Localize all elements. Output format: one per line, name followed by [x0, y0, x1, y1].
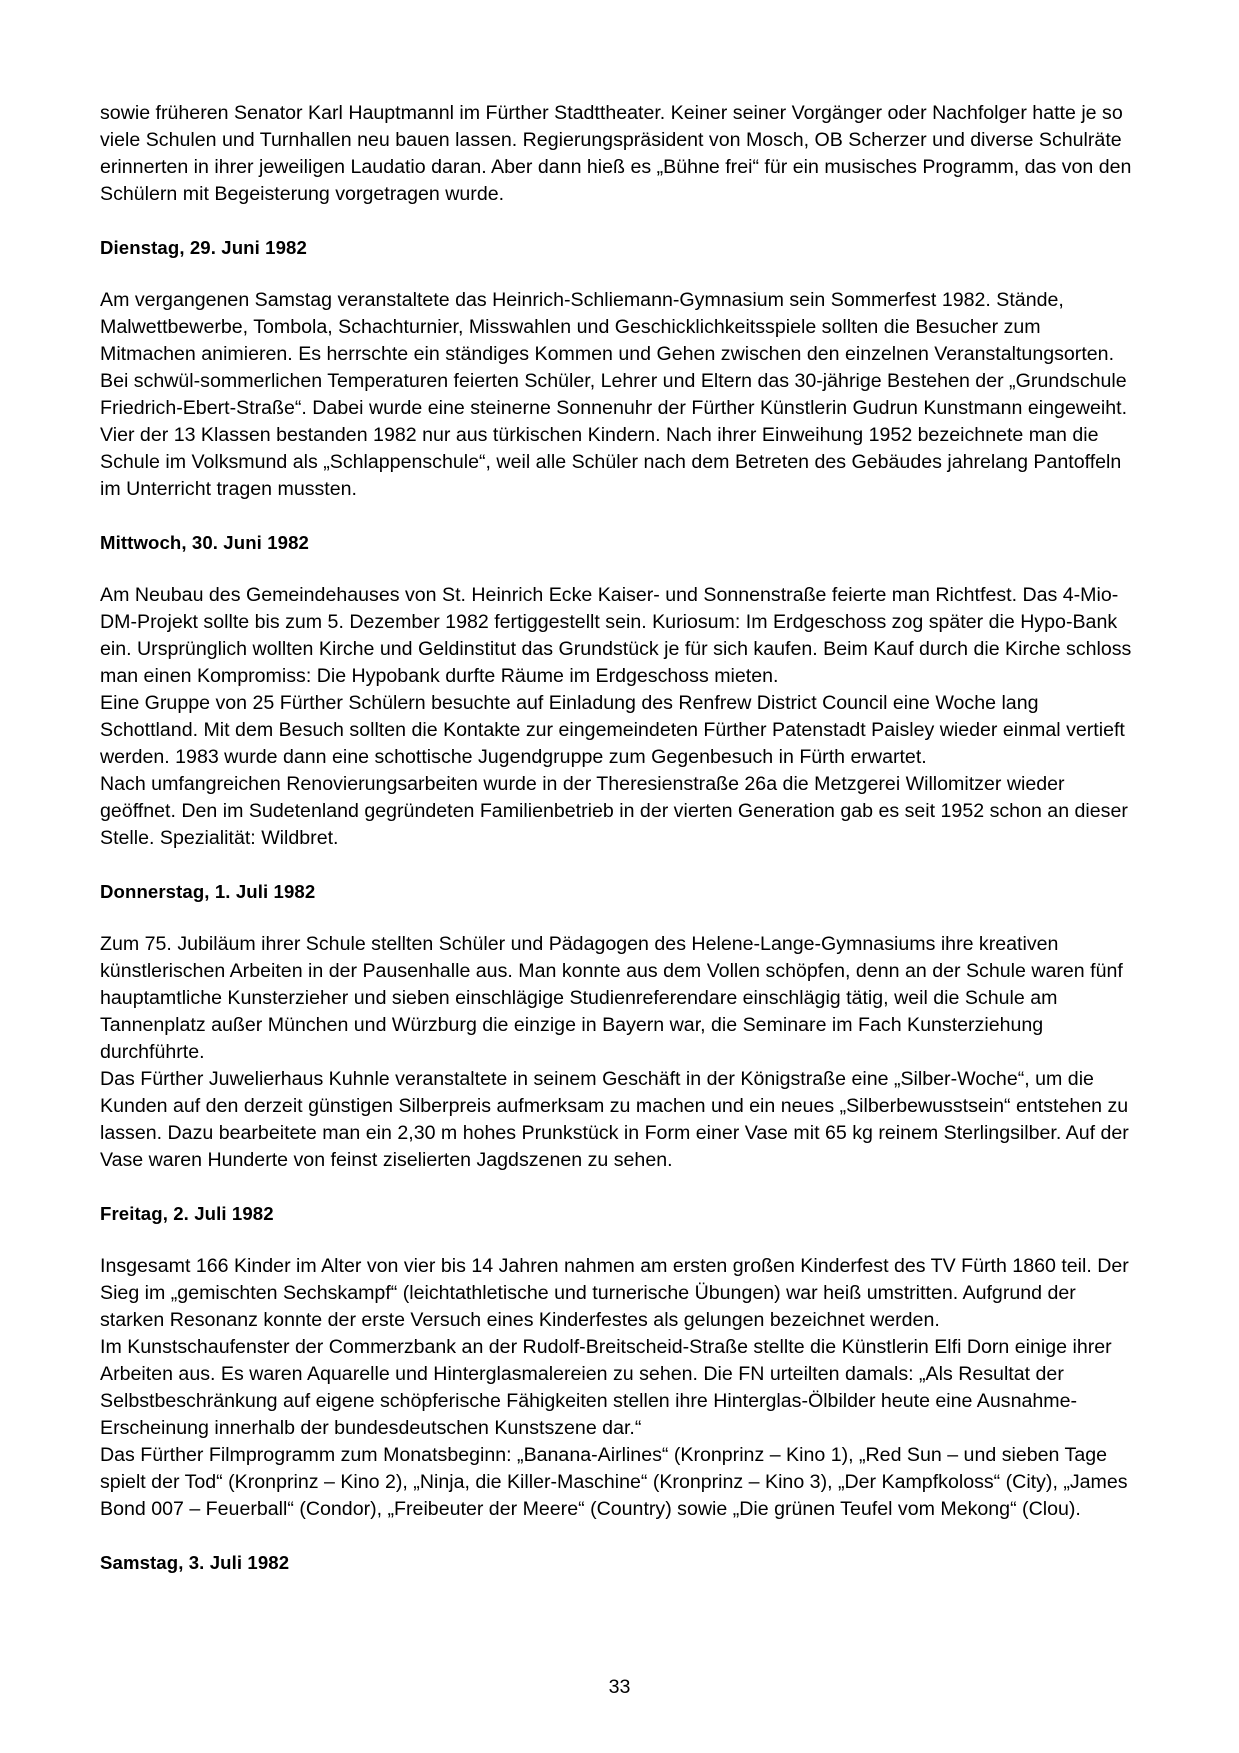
heading-dienstag-29-juni-1982: Dienstag, 29. Juni 1982 — [100, 237, 307, 259]
heading-mittwoch-30-juni-1982: Mittwoch, 30. Juni 1982 — [100, 532, 309, 554]
paragraph-grundschule-friedrich-ebert-strasse: Bei schwül-sommerlichen Temperaturen feierten Schüler, Lehrer und Eltern das 30-jährige Bestehen der „Grundschule Friedrich-Ebert-Straße“. Dabei wurde eine steinerne Sonnenuhr der Fürther Künstlerin Gudrun Kunstmann eingeweiht. Vier der 13 Klassen bestanden 1982 nur aus türkischen Kindern. Nach ihrer Einweihung 1952 bezeichnete man die Schule im Volksmund als „Schlappenschule“, weil alle Schüler nach dem Betreten des Gebäudes jahrelang Pantoffeln im Unterricht tragen mussten. — [100, 369, 1128, 500]
paragraph-schottland-reise: Eine Gruppe von 25 Fürther Schülern besuchte auf Einladung des Renfrew District Council eine Woche lang Schottland. Mit dem Besuch sollten die Kontakte zur eingemeindeten Fürther Patenstadt Paisley wieder einmal vertieft werden. 1983 wurde dann eine schottische Jugendgruppe zum Gegenbesuch in Fürth erwartet. — [100, 691, 1125, 768]
paragraph-gemeindehaus-richtfest: Am Neubau des Gemeindehauses von St. Heinrich Ecke Kaiser- und Sonnenstraße feierte man Richtfest. Das 4-Mio-DM-Projekt sollte bis zum 5. Dezember 1982 fertiggestellt sein. Kuriosum: Im Erdgeschoss zog später die Hypo-Bank ein. Ursprünglich wollten Kirche und Geldinstitut das Grundstück je für sich kaufen. Beim Kauf durch die Kirche schloss man einen Kompromiss: Die Hypobank durfte Räume im Erdgeschoss mieten. — [100, 583, 1132, 687]
heading-samstag-3-juli-1982: Samstag, 3. Juli 1982 — [100, 1551, 290, 1573]
block-dienstag — [100, 287, 1141, 503]
heading-freitag-2-juli-1982: Freitag, 2. Juli 1982 — [100, 1202, 274, 1224]
paragraph-sommerfest: Am vergangenen Samstag veranstaltete das Heinrich-Schliemann-Gymnasium sein Sommerfest 1982. Stände, Malwettbewerbe, Tombola, Schachturnier, Misswahlen und Geschicklichkeitsspiele sollten die Besucher zum Mitmachen animieren. Es herrschte ein ständiges Kommen und Gehen zwischen den einzelnen Veranstaltungsorten. — [100, 288, 1115, 365]
block-donnerstag — [100, 931, 1141, 1174]
paragraph-kinderfest-tv-fuerth: Insgesamt 166 Kinder im Alter von vier bis 14 Jahren nahmen am ersten großen Kinderfest des TV Fürth 1860 teil. Der Sieg im „gemischten Sechskampf“ (leichtathletische und turnerische Übungen) war heiß umstritten. Aufgrund der starken Resonanz konnte der erste Versuch eines Kinderfestes als gelungen bezeichnet werden. — [100, 1254, 1129, 1331]
page-number: 33 — [608, 1676, 631, 1698]
paragraph-commerzbank-kunstschaufenster: Im Kunstschaufenster der Commerzbank an der Rudolf-Breitscheid-Straße stellte die Künstlerin Elfi Dorn einige ihrer Arbeiten aus. Es waren Aquarelle und Hinterglasmalereien zu sehen. Die FN urteilten damals: „Als Resultat der Selbstbeschränkung auf eigene schöpferische Fähigkeiten stellen ihre Hinterglas-Ölbilder heute eine Ausnahme-Erscheinung innerhalb der bundesdeutschen Kunstszene dar.“ — [100, 1335, 1112, 1439]
paragraph-metzgerei-willomitzer: Nach umfangreichen Renovierungsarbeiten wurde in der Theresienstraße 26a die Metzgerei Willomitzer wieder geöffnet. Den im Sudetenland gegründeten Familienbetrieb in der vierten Generation gab es seit 1952 schon an dieser Stelle. Spezialität: Wildbret. — [100, 772, 1128, 849]
heading-donnerstag-1-juli-1982: Donnerstag, 1. Juli 1982 — [100, 881, 316, 902]
paragraph-helene-lange-gymnasium: Zum 75. Jubiläum ihrer Schule stellten Schüler und Pädagogen des Helene-Lange-Gymnasiums ihre kreativen künstlerischen Arbeiten in der Pausenhalle aus. Man konnte aus dem Vollen schöpfen, denn an der Schule waren fünf hauptamtliche Kunsterzieher und sieben einschlägige Studienreferendare einschlägig tätig, weil die Schule am Tannenplatz außer München und Würzburg die einzige in Bayern war, die Seminare im Fach Kunsterziehung durchführte. — [100, 932, 1123, 1063]
block-freitag — [100, 1253, 1141, 1523]
paragraph-filmprogramm: Das Fürther Filmprogramm zum Monatsbeginn: „Banana-Airlines“ (Kronprinz – Kino 1), „Red Sun – und sieben Tage spielt der Tod“ (Kronprinz – Kino 2), „Ninja, die Killer-Maschine“ (Kronprinz – Kino 3), „Der Kampfkoloss“ (City), „James Bond 007 – Feuerball“ (Condor), „Freibeuter der Meere“ (Country) sowie „Die grünen Teufel vom Mekong“ (Clou). — [100, 1443, 1128, 1520]
paragraph-juwelierhaus-kuhnle: Das Fürther Juwelierhaus Kuhnle veranstaltete in seinem Geschäft in der Königstraße eine „Silber-Woche“, um die Kunden auf den derzeit günstigen Silberpreis aufmerksam zu machen und ein neues „Silberbewusstsein“ entstehen zu lassen. Dazu bearbeitete man ein 2,30 m hohes Prunkstück in Form einer Vase mit 65 kg reinem Sterlingsilber. Auf der Vase waren Hunderte von feinst ziselierten Jagdszenen zu sehen. — [100, 1067, 1129, 1171]
block-mittwoch — [100, 582, 1141, 852]
document-body — [100, 100, 1141, 1576]
intro-paragraph: sowie früheren Senator Karl Hauptmannl im Fürther Stadttheater. Keiner seiner Vorgänger oder Nachfolger hatte je so viele Schulen und Turnhallen neu bauen lassen. Regierungspräsident von Mosch, OB Scherzer und diverse Schulräte erinnerten in ihrer jeweiligen Laudatio daran. Aber dann hieß es „Bühne frei“ für ein musisches Programm, das von den Schülern mit Begeisterung vorgetragen wurde. — [100, 102, 1132, 206]
intro-block — [100, 100, 1141, 208]
